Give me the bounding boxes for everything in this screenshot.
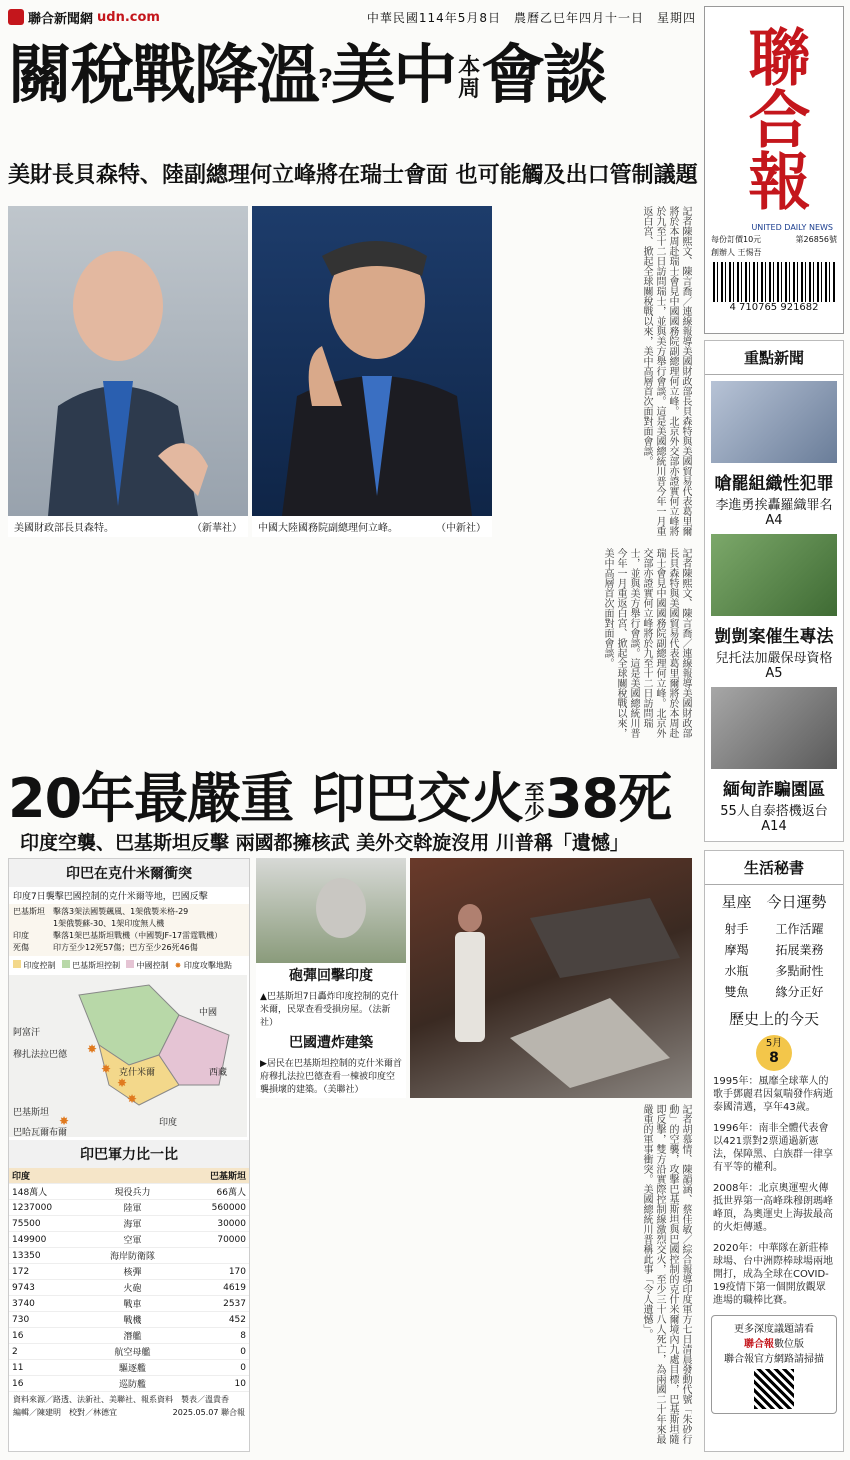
news-headline: 緬甸詐騙園區 <box>723 780 825 800</box>
news-thumb-icon <box>711 381 837 463</box>
conflict-info-panel <box>8 858 250 1452</box>
key-news-item[interactable] <box>705 381 843 534</box>
history-day: 8 <box>769 1050 779 1066</box>
attack-marker-icon: ✸ <box>59 1114 70 1128</box>
military-header-row <box>9 1168 249 1184</box>
attack-marker-icon: ✸ <box>87 1042 98 1056</box>
news-desc: 李進勇挨轟羅織罪名 <box>715 498 833 513</box>
right-value <box>177 1248 250 1264</box>
second-body-text: 記者胡慕情、陳韻涵、蔡佳敏／綜合報導印度軍方七日清晨發動代號「朱砂行動」的空襲，攻擊巴基斯坦與巴國控制的克什米爾境內九處目標，巴基斯坦隨即反擊，雙方沿實際控制線激烈交火，至少三十八人死亡，為兩國二十年來最嚴重的軍事衝突。美國總統川普稱此事「令人遺憾」。 <box>641 1104 691 1444</box>
credits-row <box>9 1407 249 1418</box>
masthead-info <box>705 232 843 247</box>
row-label: 驅逐艦 <box>89 1360 177 1376</box>
udn-brand[interactable] <box>8 8 160 27</box>
rubble-scene-icon <box>410 858 692 1098</box>
map-label: 西藏 <box>209 1068 228 1078</box>
shelling-image <box>256 858 406 963</box>
date-line: 中華民國114年5月8日 農曆乙巳年四月十一日 星期四 <box>366 10 696 25</box>
military-row <box>9 1296 249 1312</box>
row-label: 潛艦 <box>89 1328 177 1344</box>
promo-text: 更多深度議題請看 <box>734 1324 814 1335</box>
military-row <box>9 1264 249 1280</box>
map-legend <box>9 956 249 975</box>
photo1-credit: （新華社） <box>192 523 242 534</box>
lead-body-text-lower: 記者陳熙文、陳言喬／連線報導美國財政部長貝森特與美國貿易代表葛里爾將於本周赴瑞士會見中國國務院副總理何立峰。北京外交部亦證實何立峰將於九至十二日訪問瑞士，並與美方舉行會談。這是美國總統川普今年一月重返白宮、掀起全球關稅戰以來，美中高層首次面對面會談。 <box>602 548 691 738</box>
attack-row: 死傷 印方至少12死57傷；巴方至少26死46傷 <box>13 943 198 952</box>
map-label: 穆扎法拉巴德 <box>13 1050 68 1060</box>
attack-details <box>9 904 249 956</box>
news-desc: 兒托法加嚴保母資格 <box>715 651 833 666</box>
attack-row: 印度 擊落1架巴基斯坦戰機（中國製JF-17雷霆戰機） <box>13 931 223 940</box>
row-label: 現役兵力 <box>89 1184 177 1200</box>
horoscope-row: 水瓶 多點耐性 <box>724 964 824 978</box>
key-news-item[interactable] <box>705 687 843 840</box>
left-value: 730 <box>9 1312 89 1328</box>
data-source: 資料來源／路透、法新社、美聯社、報系資料 製表／溫貴香 <box>13 1395 229 1404</box>
history-title: 歷史上的今天 <box>728 1010 819 1028</box>
row-label: 巡防艦 <box>89 1376 177 1392</box>
photo4-caption: ▶居民在巴基斯坦控制的克什米爾首府穆扎法拉巴德查看一棟被印度空襲損壞的建築。（美聯社） <box>260 1059 402 1095</box>
row-label: 海軍 <box>89 1216 177 1232</box>
photo4-title: 巴國遭炸建築 <box>289 1035 373 1051</box>
barcode-number: 4 710765 921682 <box>729 302 819 313</box>
top-bar <box>8 6 696 28</box>
udn-logo-icon <box>8 9 24 25</box>
lead-headline-main: 關稅戰降溫 <box>8 39 318 113</box>
person-silhouette-icon <box>252 206 492 516</box>
map-label: 印度 <box>159 1118 178 1128</box>
right-value: 4619 <box>177 1280 250 1296</box>
lead-subhead: 美財長貝森特、陸副總理何立峰將在瑞士會面 也可能觸及出口管制議題 <box>8 163 698 188</box>
history-event: 1995年：風靡全球華人的歌手鄧麗君因氣喘發作病逝泰國清邁，享年43歲。 <box>713 1076 833 1113</box>
stack-char: 至 <box>524 780 544 805</box>
left-value: 148萬人 <box>9 1184 89 1200</box>
he-lifeng-image <box>252 206 492 516</box>
founder: 創辦人 王惕吾 <box>711 248 762 257</box>
attack-marker-icon: ✸ <box>127 1092 138 1106</box>
second-headline-stack <box>523 780 545 825</box>
attack-row: 巴基斯坦 擊落3架法國製飆風、1架俄製米格-29 <box>13 907 189 916</box>
left-value: 3740 <box>9 1296 89 1312</box>
kashmir-map <box>9 975 247 1137</box>
left-value: 16 <box>9 1376 89 1392</box>
digital-promo[interactable] <box>711 1315 837 1414</box>
left-value: 149900 <box>9 1232 89 1248</box>
right-value: 170 <box>177 1264 250 1280</box>
legend-pakistan: 巴基斯坦控制 <box>62 960 121 971</box>
barcode-icon <box>713 262 835 302</box>
second-headline-a: 20年最嚴重 印巴交火 <box>8 767 523 830</box>
history-event: 2008年：北京奧運聖火傳抵世界第一高峰珠穆朗瑪峰峰頂，為奧運史上海拔最高的火炬傳遞。 <box>713 1183 833 1233</box>
life-title: 生活秘書 <box>705 851 843 885</box>
military-row <box>9 1312 249 1328</box>
military-row <box>9 1344 249 1360</box>
legend-attack: ✸ 印度攻擊地點 <box>174 961 232 970</box>
row-label: 空軍 <box>89 1232 177 1248</box>
news-page: A5 <box>765 666 783 681</box>
military-title: 印巴軍力比一比 <box>9 1140 249 1168</box>
photo2-credit: （中新社） <box>436 523 486 534</box>
row-label: 核彈 <box>89 1264 177 1280</box>
news-headline: 嗆罷組織性犯罪 <box>714 474 834 494</box>
military-row <box>9 1232 249 1248</box>
attack-marker-icon: ✸ <box>101 1062 112 1076</box>
map-label: 阿富汗 <box>13 1028 41 1038</box>
bombed-building-image <box>410 858 692 1098</box>
left-value: 16 <box>9 1328 89 1344</box>
country-left: 印度 <box>9 1168 89 1184</box>
map-title: 印巴在克什米爾衝突 <box>9 859 249 887</box>
history-month: 5月 <box>765 1038 783 1049</box>
row-label: 戰車 <box>89 1296 177 1312</box>
legend-china: 中國控制 <box>126 960 169 971</box>
news-desc: 55人自泰搭機返台 <box>720 804 828 819</box>
photo1-caption: 美國財政部長貝森特。 <box>14 523 114 534</box>
news-thumb-icon <box>711 534 837 616</box>
photo2-caption: 中國大陸國務院副總理何立峰。 <box>258 523 398 534</box>
right-value: 30000 <box>177 1216 250 1232</box>
masthead <box>704 6 844 334</box>
history-event: 1996年：南非全體代表會以421票對2票通過新憲法，保障黑、白族群一律享有平等的權利。 <box>713 1123 833 1173</box>
issue-number: 第26856號 <box>795 235 837 244</box>
photo3-caption: ▲巴基斯坦7日轟炸印度控制的克什米爾，民眾查看受損房屋。（法新社） <box>260 992 399 1028</box>
military-row <box>9 1216 249 1232</box>
military-row <box>9 1200 249 1216</box>
promo-brand: 聯合報 <box>744 1339 774 1350</box>
military-row <box>9 1376 249 1392</box>
map-label: 中國 <box>199 1008 218 1018</box>
right-value: 2537 <box>177 1296 250 1312</box>
map-label: 克什米爾 <box>119 1068 156 1078</box>
photo3-title: 砲彈回擊印度 <box>289 968 373 984</box>
right-value: 10 <box>177 1376 250 1392</box>
second-headline-b: 38死 <box>544 767 672 830</box>
lead-headline-q: ? <box>318 64 332 95</box>
brand-name: 聯合新聞網 <box>28 11 94 27</box>
lead-body-text-upper: 記者陳熙文、陳言喬／連線報導美國財政部長貝森特與美國貿易代表葛里爾將於本周赴瑞士會見中國國務院副總理何立峰。北京外交部亦證實何立峰將於九至十二日訪問瑞士，並與美方舉行會談。這是美國總統川普今年一月重返白宮、掀起全球關稅戰以來，美中高層首次面對面會談。 <box>641 206 691 536</box>
attack-row: 1架俄製蘇-30、1架印度無人機 <box>13 919 165 928</box>
left-value: 2 <box>9 1344 89 1360</box>
left-value: 172 <box>9 1264 89 1280</box>
lead-headline-end: 會談 <box>481 39 606 113</box>
military-row <box>9 1184 249 1200</box>
row-label: 航空母艦 <box>89 1344 177 1360</box>
second-headline <box>8 756 671 833</box>
map-subtitle: 印度7日襲擊巴國控制的克什米爾等地，巴國反擊 <box>13 892 208 902</box>
photo-shelling <box>256 858 406 1098</box>
right-value: 66萬人 <box>177 1184 250 1200</box>
legend-india: 印度控制 <box>13 960 56 971</box>
history-event: 2020年：中華隊在新莊棒球場、台中洲際棒球場兩地開打，成為全球在COVID-19疫情下第一個開放觀眾進場的職棒比賽。 <box>713 1243 833 1306</box>
person-silhouette-icon <box>8 206 248 516</box>
right-value: 452 <box>177 1312 250 1328</box>
bessent-image <box>8 206 248 516</box>
horoscope-title: 星座 今日運勢 <box>721 893 827 911</box>
life-secretary-sidebar <box>704 850 844 1452</box>
row-label: 戰機 <box>89 1312 177 1328</box>
horoscope-row: 射手 工作活躍 <box>724 922 824 936</box>
promo-text-end: 數位版 <box>774 1339 804 1350</box>
stack-char: 周 <box>458 77 479 103</box>
calendar-icon <box>756 1035 792 1071</box>
country-right: 巴基斯坦 <box>177 1168 250 1184</box>
lead-headline-stack <box>455 57 481 101</box>
credits: 編輯／陳建明 校對／林德宜 <box>13 1408 117 1417</box>
attack-marker-icon: ✸ <box>117 1076 128 1090</box>
stack-char: 少 <box>524 800 544 825</box>
map-label: 巴哈瓦爾布爾 <box>13 1128 68 1137</box>
right-value: 560000 <box>177 1200 250 1216</box>
photo-he-lifeng <box>252 206 492 540</box>
masthead-title: 聯合報 <box>738 25 811 211</box>
promo-scan-text: 聯合報官方網路請掃描 <box>724 1354 824 1365</box>
right-value: 0 <box>177 1360 250 1376</box>
military-row <box>9 1328 249 1344</box>
left-value: 9743 <box>9 1280 89 1296</box>
row-label: 火砲 <box>89 1280 177 1296</box>
lead-headline <box>8 39 606 113</box>
military-row <box>9 1360 249 1376</box>
left-value: 1237000 <box>9 1200 89 1216</box>
key-news-sidebar <box>704 340 844 842</box>
right-value: 70000 <box>177 1232 250 1248</box>
row-label: 陸軍 <box>89 1200 177 1216</box>
graphic-date: 2025.05.07 聯合報 <box>172 1408 245 1417</box>
key-news-item[interactable] <box>705 534 843 687</box>
military-row <box>9 1248 249 1264</box>
second-subhead: 印度空襲、巴基斯坦反擊 兩國都擁核武 美外交斡旋沒用 川普稱「遺憾」 <box>20 832 629 854</box>
left-value: 13350 <box>9 1248 89 1264</box>
brand-site: udn.com <box>97 9 160 25</box>
left-value: 75500 <box>9 1216 89 1232</box>
news-page: A14 <box>761 819 787 834</box>
left-value: 11 <box>9 1360 89 1376</box>
right-value: 0 <box>177 1344 250 1360</box>
key-news-title: 重點新聞 <box>705 341 843 375</box>
masthead-english: UNITED DAILY NEWS <box>751 223 833 232</box>
qr-code-icon[interactable] <box>754 1369 794 1409</box>
horoscope-row: 雙魚 緣分正好 <box>724 985 824 999</box>
military-row <box>9 1280 249 1296</box>
right-value: 8 <box>177 1328 250 1344</box>
news-thumb-icon <box>711 687 837 769</box>
map-label: 巴基斯坦 <box>13 1108 50 1118</box>
price: 每份訂價10元 <box>711 235 762 244</box>
stack-char: 本 <box>458 55 479 81</box>
lead-headline-mid: 美中 <box>331 39 456 113</box>
row-label: 海岸防衛隊 <box>89 1248 177 1264</box>
news-page: A4 <box>765 513 783 528</box>
horoscope-row: 摩羯 拓展業務 <box>724 943 824 957</box>
news-headline: 剴剴案催生專法 <box>714 627 834 647</box>
military-comparison-table <box>9 1168 249 1392</box>
photo-bessent <box>8 206 248 540</box>
